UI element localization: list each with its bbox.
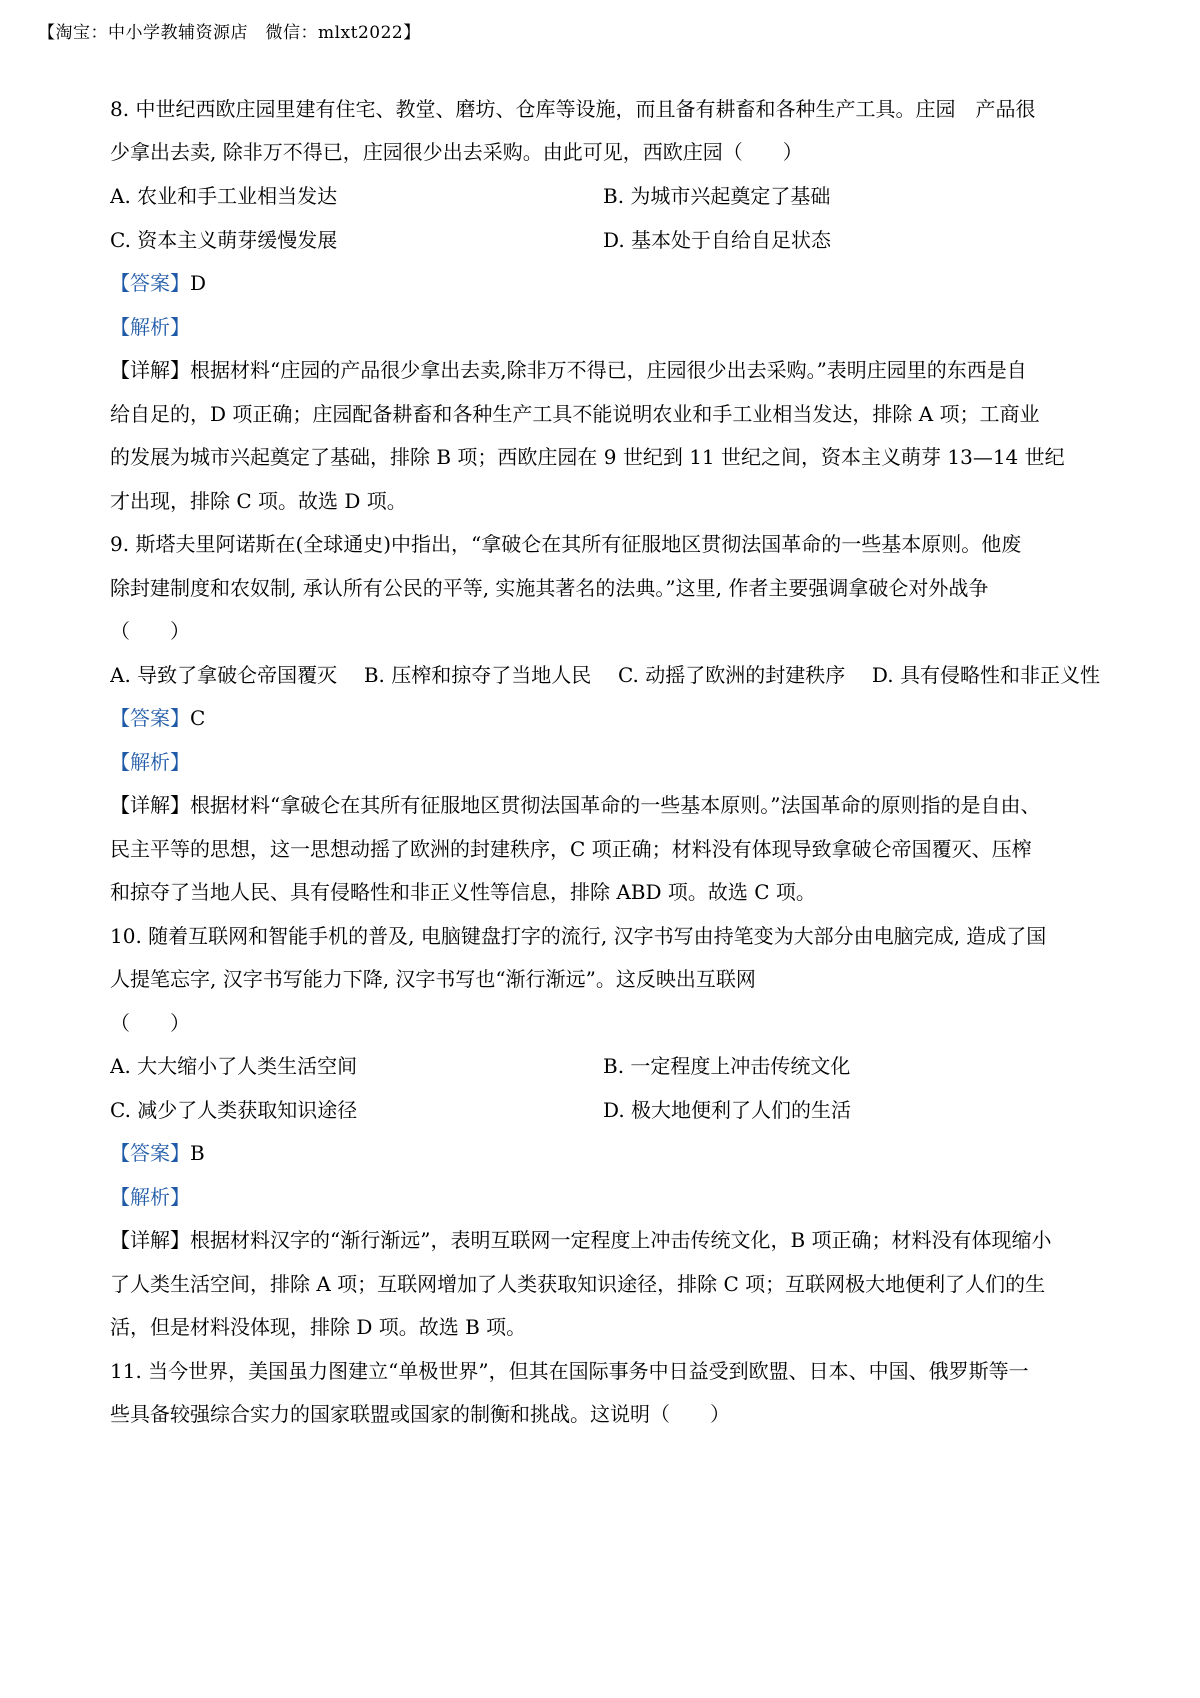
q8-detail-line-4: 才出现，排除 C 项。故选 D 项。 — [110, 489, 407, 513]
q8-detail-text-1: 根据材料“庄园的产品很少拿出去卖,除非万不得已，庄园很少出去采购。”表明庄园里的东西是自 — [190, 358, 1027, 382]
q9-analysis — [110, 748, 1100, 776]
q9-detail-line-3: 和掠夺了当地人民、具有侵略性和非正义性等信息，排除 ABD 项。故选 C 项。 — [110, 880, 816, 904]
q8-option-a: A. 农业和手工业相当发达 — [110, 184, 338, 208]
q8-answer — [110, 269, 1100, 297]
q9-stem-line-3: （ ） — [110, 619, 190, 643]
q9-detail-line-1 — [110, 791, 1100, 819]
q10-option-b: B. 一定程度上冲击传统文化 — [603, 1054, 851, 1078]
q9-option-d: D. 具有侵略性和非正义性 — [871, 663, 1100, 687]
q10-detail-text-1: 根据材料汉字的“渐行渐远”，表明互联网一定程度上冲击传统文化，B 项正确；材料没有体现缩小 — [190, 1228, 1052, 1252]
q8-stem-line-1: 8. 中世纪西欧庄园里建有住宅、教堂、磨坊、仓库等设施，而且备有耕畜和各种生产工具。庄园 产品很 — [110, 97, 1036, 121]
q10-answer-value: B — [190, 1141, 205, 1165]
q8-answer-value: D — [190, 271, 207, 295]
q9-option-b: B. 压榨和掠夺了当地人民 — [363, 663, 592, 687]
q9-stem-line-2: 除封建制度和农奴制, 承认所有公民的平等, 实施其著名的法典。”这里, 作者主要强调拿破仑对外战争 — [110, 576, 989, 600]
q8-analysis — [110, 313, 1100, 341]
answer-tag: 【答案】 — [110, 271, 190, 295]
q10-stem-line-1: 10. 随着互联网和智能手机的普及, 电脑键盘打字的流行, 汉字书写由持笔变为大部分由电脑完成, 造成了国 — [110, 924, 1047, 948]
header-watermark: 【淘宝：中小学教辅资源店 微信：mlxt2022】 — [38, 23, 421, 43]
q10-stem-line-2: 人提笔忘字, 汉字书写能力下降, 汉字书写也“渐行渐远”。这反映出互联网 — [110, 967, 756, 991]
q10-analysis — [110, 1183, 1100, 1211]
analysis-tag: 【解析】 — [110, 750, 190, 774]
q8-stem-line-2: 少拿出去卖, 除非万不得已，庄园很少出去采购。由此可见，西欧庄园（ ） — [110, 140, 803, 164]
q9-stem-line-1: 9. 斯塔夫里阿诺斯在(全球通史)中指出，“拿破仑在其所有征服地区贯彻法国革命的一些基本原则。他废 — [110, 532, 1022, 556]
q8-option-c: C. 资本主义萌芽缓慢发展 — [110, 228, 338, 252]
q8-detail-line-2: 给自足的，D 项正确；庄园配备耕畜和各种生产工具不能说明农业和手工业相当发达，排除 A 项；工商业 — [110, 402, 1040, 426]
q9-detail-line-2: 民主平等的思想，这一思想动摇了欧洲的封建秩序，C 项正确；材料没有体现导致拿破仑帝国覆灭、压榨 — [110, 837, 1032, 861]
q11-stem-line-1: 11. 当今世界，美国虽力图建立“单极世界”，但其在国际事务中日益受到欧盟、日本、中国、俄罗斯等一 — [110, 1359, 1029, 1383]
q11-stem-line-2: 些具备较强综合实力的国家联盟或国家的制衡和挑战。这说明（ ） — [110, 1402, 730, 1426]
q10-option-c: C. 减少了人类获取知识途径 — [110, 1098, 358, 1122]
q8-detail-line-3: 的发展为城市兴起奠定了基础，排除 B 项；西欧庄园在 9 世纪到 11 世纪之间，资本主义萌芽 13—14 世纪 — [110, 445, 1065, 469]
q8-detail-line-1 — [110, 356, 1100, 384]
q10-option-a: A. 大大缩小了人类生活空间 — [110, 1054, 358, 1078]
q9-detail-text-1: 根据材料“拿破仑在其所有征服地区贯彻法国革命的一些基本原则。”法国革命的原则指的是自由、 — [190, 793, 1041, 817]
detail-tag: 【详解】 — [110, 358, 190, 382]
analysis-tag: 【解析】 — [110, 315, 190, 339]
analysis-tag: 【解析】 — [110, 1185, 190, 1209]
q9-options-row — [110, 661, 1100, 689]
detail-tag: 【详解】 — [110, 793, 190, 817]
q10-answer — [110, 1139, 1100, 1167]
q10-detail-line-2: 了人类生活空间，排除 A 项；互联网增加了人类获取知识途径，排除 C 项；互联网极大地便利了人们的生 — [110, 1272, 1046, 1296]
q8-option-b: B. 为城市兴起奠定了基础 — [603, 184, 831, 208]
answer-tag: 【答案】 — [110, 1141, 190, 1165]
q9-answer — [110, 704, 1100, 732]
detail-tag: 【详解】 — [110, 1228, 190, 1252]
q10-detail-line-3: 活，但是材料没体现，排除 D 项。故选 B 项。 — [110, 1315, 527, 1339]
q9-option-c: C. 动摇了欧洲的封建秩序 — [617, 663, 846, 687]
q8-option-d: D. 基本处于自给自足状态 — [603, 228, 832, 252]
q10-stem-line-3: （ ） — [110, 1011, 190, 1035]
q9-answer-value: C — [190, 706, 206, 730]
q10-option-d: D. 极大地便利了人们的生活 — [603, 1098, 852, 1122]
q9-option-a: A. 导致了拿破仑帝国覆灭 — [110, 663, 338, 687]
answer-tag: 【答案】 — [110, 706, 190, 730]
q10-detail-line-1 — [110, 1226, 1100, 1254]
